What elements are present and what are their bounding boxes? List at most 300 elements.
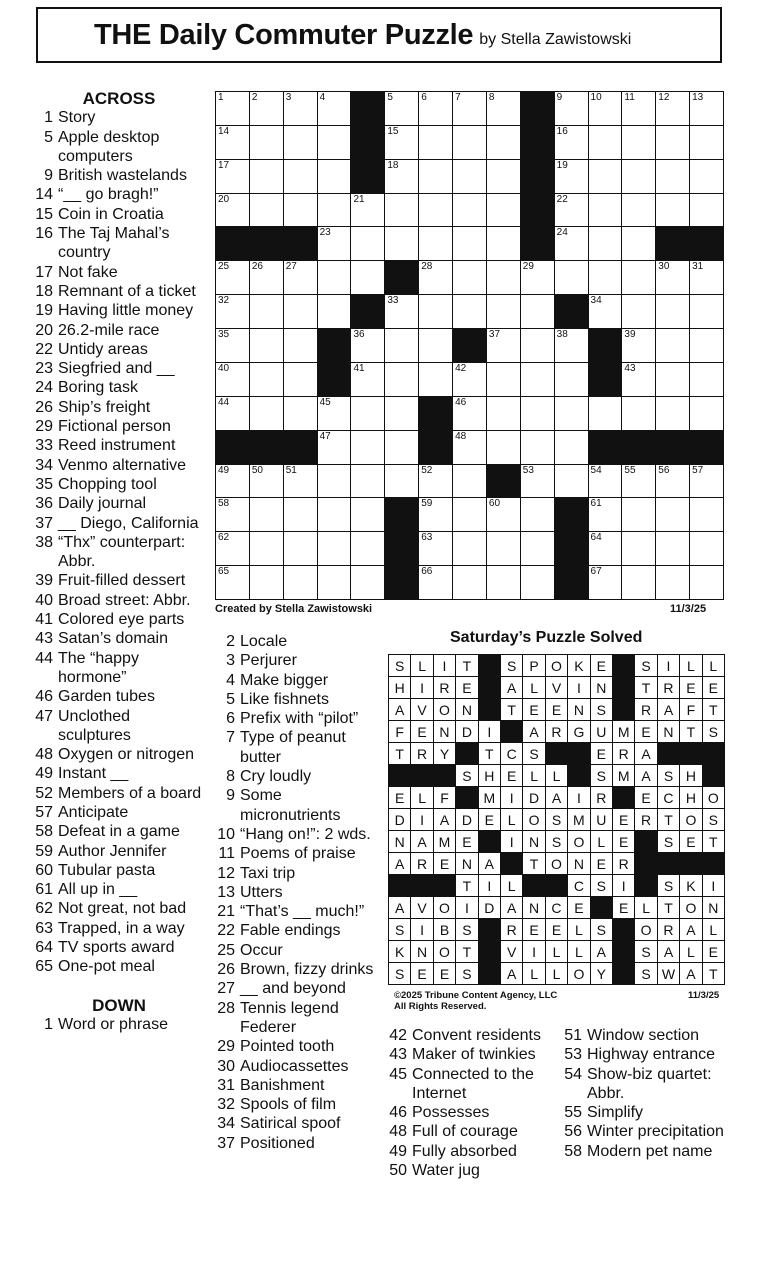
grid-cell[interactable] (350, 396, 385, 431)
clue-text: Fable endings (240, 922, 341, 940)
grid-cell[interactable] (283, 531, 318, 566)
grid-cell[interactable] (418, 159, 453, 194)
grid-cell[interactable] (554, 430, 589, 465)
solution-cell: I (500, 786, 523, 809)
grid-cell[interactable] (418, 565, 453, 600)
grid-cell[interactable] (486, 294, 521, 329)
grid-cell[interactable] (283, 497, 318, 532)
clue-item (386, 1065, 558, 1104)
solution-cell: A (433, 808, 456, 831)
grid-cell[interactable] (215, 362, 250, 397)
clue-text: Full of courage (412, 1123, 518, 1141)
solution-cell: L (545, 962, 568, 985)
grid-cell[interactable] (350, 328, 385, 363)
grid-cell[interactable] (486, 159, 521, 194)
grid-cell[interactable] (384, 125, 419, 160)
grid-cell[interactable] (655, 159, 690, 194)
grid-cell[interactable] (554, 125, 589, 160)
cell-number: 21 (353, 193, 365, 205)
grid-cell[interactable] (350, 565, 385, 600)
grid-cell[interactable] (588, 294, 623, 329)
grid-cell[interactable] (486, 91, 521, 126)
solution-cell: I (410, 918, 433, 941)
clue-text: “That’s __ much!” (240, 903, 365, 921)
solution-cell: E (433, 852, 456, 875)
grid-cell[interactable] (249, 396, 284, 431)
clue-number: 46 (35, 688, 53, 706)
solution-cell: T (500, 698, 523, 721)
grid-cell[interactable] (283, 260, 318, 295)
grid-cell[interactable] (689, 159, 724, 194)
cell-number: 63 (421, 532, 433, 544)
grid-cell[interactable] (621, 497, 656, 532)
solution-cell: O (433, 896, 456, 919)
grid-cell[interactable] (317, 226, 352, 261)
clue-text: Maker of twinkies (412, 1046, 536, 1064)
solution-cell: E (702, 676, 725, 699)
grid-cell[interactable] (249, 260, 284, 295)
solution-cell: E (702, 940, 725, 963)
cell-number: 8 (488, 92, 495, 103)
grid-cell[interactable] (215, 464, 250, 499)
grid-cell[interactable] (384, 362, 419, 397)
grid-cell[interactable] (317, 91, 352, 126)
clue-item (34, 1015, 204, 1034)
grid-cell[interactable] (655, 260, 690, 295)
grid-cell[interactable] (283, 159, 318, 194)
grid-cell[interactable] (486, 125, 521, 160)
solution-black-cell (478, 676, 501, 699)
solution-black-cell (388, 764, 411, 787)
grid-cell[interactable] (452, 294, 487, 329)
grid-cell[interactable] (689, 531, 724, 566)
grid-cell[interactable] (655, 396, 690, 431)
grid-cell[interactable] (689, 125, 724, 160)
grid-cell[interactable] (384, 396, 419, 431)
grid-cell[interactable] (689, 396, 724, 431)
solution-cell: D (478, 896, 501, 919)
solution-cell: I (522, 940, 545, 963)
grid-cell[interactable] (655, 464, 690, 499)
cell-number: 48 (455, 430, 467, 442)
grid-cell[interactable] (655, 193, 690, 228)
solution-cell: T (702, 962, 725, 985)
clue-text: Modern pet name (587, 1142, 713, 1160)
grid-cell[interactable] (249, 464, 284, 499)
grid-cell[interactable] (317, 193, 352, 228)
grid-cell[interactable] (215, 565, 250, 600)
grid-cell[interactable] (621, 193, 656, 228)
solution-cell: S (455, 918, 478, 941)
solution-cell: L (410, 786, 433, 809)
grid-cell[interactable] (689, 497, 724, 532)
clue-number: 10 (217, 825, 235, 843)
grid-cell[interactable] (418, 91, 453, 126)
solution-cell: E (590, 852, 613, 875)
grid-cell[interactable] (452, 396, 487, 431)
solution-black-cell (657, 852, 680, 875)
grid-cell[interactable] (588, 396, 623, 431)
clue-number: 52 (35, 784, 53, 802)
clue-item (386, 1026, 558, 1045)
cell-number: 42 (455, 362, 467, 374)
grid-cell[interactable] (621, 226, 656, 261)
grid-cell[interactable] (418, 362, 453, 397)
cell-number: 51 (285, 464, 297, 476)
grid-cell[interactable] (554, 91, 589, 126)
grid-cell[interactable] (520, 396, 555, 431)
grid-cell[interactable] (655, 294, 690, 329)
grid-cell[interactable] (486, 497, 521, 532)
grid-cell[interactable] (486, 396, 521, 431)
grid-cell[interactable] (520, 497, 555, 532)
grid-cell[interactable] (621, 125, 656, 160)
grid-cell[interactable] (621, 531, 656, 566)
solution-cell: I (612, 874, 635, 897)
cell-number: 49 (218, 464, 230, 476)
solution-cell: M (612, 764, 635, 787)
grid-cell[interactable] (452, 193, 487, 228)
solution-cell: A (388, 852, 411, 875)
grid-cell[interactable] (215, 328, 250, 363)
grid-cell[interactable] (452, 430, 487, 465)
grid-cell[interactable] (554, 396, 589, 431)
clue-number: 35 (35, 475, 53, 493)
grid-cell[interactable] (418, 226, 453, 261)
grid-cell[interactable] (689, 362, 724, 397)
grid-cell[interactable] (418, 294, 453, 329)
clue-text: Locale (240, 633, 288, 650)
grid-cell[interactable] (283, 362, 318, 397)
clue-text: Occur (240, 941, 283, 959)
solution-cell: O (634, 918, 657, 941)
grid-cell[interactable] (317, 531, 352, 566)
grid-cell[interactable] (621, 260, 656, 295)
clue-item (34, 687, 204, 706)
grid-cell[interactable] (350, 497, 385, 532)
grid-cell[interactable] (249, 125, 284, 160)
clue-item (34, 340, 204, 359)
grid-cell[interactable] (520, 565, 555, 600)
grid-cell[interactable] (689, 294, 724, 329)
solution-black-cell (657, 742, 680, 765)
grid-cell[interactable] (486, 328, 521, 363)
clue-item (34, 957, 204, 976)
clue-item (34, 707, 204, 746)
grid-cell[interactable] (384, 430, 419, 465)
grid-cell[interactable] (350, 430, 385, 465)
solution-cell: N (567, 852, 590, 875)
grid-cell[interactable] (418, 464, 453, 499)
grid-cell[interactable] (317, 464, 352, 499)
solution-cell: I (455, 896, 478, 919)
solution-cell: T (702, 698, 725, 721)
grid-cell[interactable] (384, 328, 419, 363)
solution-cell: E (522, 918, 545, 941)
grid-cell[interactable] (452, 497, 487, 532)
grid-cell[interactable] (689, 464, 724, 499)
grid-cell[interactable] (283, 396, 318, 431)
grid-cell[interactable] (215, 260, 250, 295)
down-clue-list-2 (214, 632, 384, 1153)
grid-cell[interactable] (588, 531, 623, 566)
grid-cell[interactable] (249, 159, 284, 194)
solution-cell: A (500, 962, 523, 985)
grid-cell[interactable] (215, 396, 250, 431)
grid-cell[interactable] (486, 565, 521, 600)
grid-cell[interactable] (249, 193, 284, 228)
grid-cell[interactable] (317, 260, 352, 295)
black-cell (588, 430, 623, 465)
grid-cell[interactable] (418, 328, 453, 363)
solution-copyright (394, 990, 557, 1012)
grid-cell[interactable] (520, 464, 555, 499)
clue-item (214, 960, 384, 979)
grid-cell[interactable] (452, 362, 487, 397)
grid-cell[interactable] (452, 91, 487, 126)
grid-cell[interactable] (621, 396, 656, 431)
grid-cell[interactable] (317, 396, 352, 431)
grid-cell[interactable] (418, 531, 453, 566)
grid-cell[interactable] (486, 531, 521, 566)
grid-cell[interactable] (350, 260, 385, 295)
crossword-grid (215, 91, 723, 599)
grid-cell[interactable] (215, 294, 250, 329)
solution-black-cell (410, 764, 433, 787)
grid-cell[interactable] (486, 193, 521, 228)
grid-cell[interactable] (283, 91, 318, 126)
grid-cell[interactable] (249, 294, 284, 329)
grid-cell[interactable] (588, 226, 623, 261)
grid-cell[interactable] (384, 193, 419, 228)
grid-cell[interactable] (317, 430, 352, 465)
grid-cell[interactable] (554, 464, 589, 499)
clue-item (562, 1142, 732, 1161)
solution-cell: N (388, 830, 411, 853)
clue-number: 61 (35, 881, 53, 899)
grid-cell[interactable] (384, 91, 419, 126)
clue-item (562, 1122, 732, 1141)
grid-cell[interactable] (588, 159, 623, 194)
clue-text: “Hang on!”: 2 wds. (240, 825, 371, 843)
clue-item (34, 301, 204, 320)
grid-cell[interactable] (384, 464, 419, 499)
grid-cell[interactable] (554, 362, 589, 397)
grid-cell[interactable] (588, 91, 623, 126)
solution-cell: N (455, 852, 478, 875)
clue-number: 43 (35, 630, 53, 648)
solution-cell: L (500, 874, 523, 897)
clue-number: 54 (564, 1065, 582, 1083)
solution-cell: L (522, 764, 545, 787)
grid-cell[interactable] (215, 91, 250, 126)
grid-cell[interactable] (621, 294, 656, 329)
grid-cell[interactable] (452, 226, 487, 261)
grid-cell[interactable] (588, 565, 623, 600)
clue-item (214, 690, 384, 709)
solution-cell: A (522, 720, 545, 743)
grid-cell[interactable] (384, 294, 419, 329)
grid-cell[interactable] (249, 565, 284, 600)
grid-cell[interactable] (655, 497, 690, 532)
clue-item (214, 671, 384, 690)
solution-black-cell (545, 874, 568, 897)
grid-cell[interactable] (520, 260, 555, 295)
grid-cell[interactable] (215, 193, 250, 228)
grid-cell[interactable] (520, 328, 555, 363)
grid-cell[interactable] (655, 91, 690, 126)
solution-cell: M (478, 786, 501, 809)
solution-cell: T (522, 852, 545, 875)
solution-black-cell (500, 720, 523, 743)
grid-cell[interactable] (452, 159, 487, 194)
grid-cell[interactable] (317, 294, 352, 329)
grid-cell[interactable] (689, 565, 724, 600)
solution-cell: D (388, 808, 411, 831)
grid-cell[interactable] (283, 565, 318, 600)
solution-cell: T (478, 742, 501, 765)
grid-cell[interactable] (486, 430, 521, 465)
grid-cell[interactable] (452, 464, 487, 499)
clue-number: 50 (389, 1162, 407, 1180)
cell-number: 53 (522, 464, 534, 476)
black-cell (554, 565, 589, 600)
grid-cell[interactable] (689, 328, 724, 363)
grid-cell[interactable] (621, 565, 656, 600)
grid-cell[interactable] (621, 464, 656, 499)
grid-cell[interactable] (486, 226, 521, 261)
grid-cell[interactable] (418, 125, 453, 160)
grid-cell[interactable] (655, 125, 690, 160)
grid-cell[interactable] (418, 497, 453, 532)
grid-cell[interactable] (452, 531, 487, 566)
grid-cell[interactable] (317, 125, 352, 160)
solution-cell: A (410, 830, 433, 853)
grid-cell[interactable] (689, 260, 724, 295)
clue-text: Make bigger (240, 671, 329, 689)
grid-cell[interactable] (554, 328, 589, 363)
solution-cell: N (702, 896, 725, 919)
solution-cell: E (522, 698, 545, 721)
grid-cell[interactable] (588, 497, 623, 532)
grid-cell[interactable] (215, 497, 250, 532)
clue-text: “Thx” counterpart: Abbr. (58, 533, 186, 571)
grid-cell[interactable] (486, 362, 521, 397)
grid-cell[interactable] (621, 91, 656, 126)
grid-cell[interactable] (621, 362, 656, 397)
grid-cell[interactable] (520, 294, 555, 329)
black-cell (350, 91, 385, 126)
clue-number: 18 (35, 282, 53, 300)
cell-number: 28 (421, 261, 433, 273)
grid-cell[interactable] (350, 193, 385, 228)
grid-cell[interactable] (689, 91, 724, 126)
solution-black-cell (702, 742, 725, 765)
grid-cell[interactable] (554, 159, 589, 194)
grid-cell[interactable] (655, 362, 690, 397)
clue-number: 12 (217, 864, 235, 882)
grid-cell[interactable] (215, 159, 250, 194)
clue-text: Satirical spoof (240, 1115, 341, 1133)
grid-cell[interactable] (249, 91, 284, 126)
grid-cell[interactable] (249, 531, 284, 566)
solution-cell: W (657, 962, 680, 985)
solution-cell: S (388, 918, 411, 941)
clue-number: 63 (35, 919, 53, 937)
grid-cell[interactable] (384, 159, 419, 194)
grid-cell[interactable] (554, 226, 589, 261)
grid-cell[interactable] (621, 328, 656, 363)
grid-cell[interactable] (520, 430, 555, 465)
grid-cell[interactable] (452, 125, 487, 160)
grid-cell[interactable] (384, 226, 419, 261)
grid-cell[interactable] (418, 260, 453, 295)
black-cell (486, 464, 521, 499)
grid-cell[interactable] (350, 362, 385, 397)
grid-cell[interactable] (655, 565, 690, 600)
grid-cell[interactable] (621, 159, 656, 194)
grid-cell[interactable] (588, 193, 623, 228)
grid-cell[interactable] (215, 125, 250, 160)
grid-cell[interactable] (520, 531, 555, 566)
grid-cell[interactable] (317, 159, 352, 194)
grid-cell[interactable] (350, 226, 385, 261)
grid-cell[interactable] (418, 193, 453, 228)
grid-cell[interactable] (249, 362, 284, 397)
grid-cell[interactable] (588, 260, 623, 295)
clue-item (34, 803, 204, 822)
grid-cell[interactable] (554, 260, 589, 295)
solution-cell: P (522, 654, 545, 677)
grid-cell[interactable] (249, 497, 284, 532)
clue-number: 45 (389, 1065, 407, 1083)
grid-cell[interactable] (655, 328, 690, 363)
grid-cell[interactable] (215, 531, 250, 566)
clue-item (214, 786, 384, 825)
solution-cell: Y (433, 742, 456, 765)
grid-cell[interactable] (554, 193, 589, 228)
clue-text: Ship’s freight (58, 398, 151, 416)
clue-item (34, 321, 204, 340)
grid-cell[interactable] (452, 260, 487, 295)
grid-cell[interactable] (520, 362, 555, 397)
grid-cell[interactable] (350, 464, 385, 499)
grid-cell[interactable] (283, 193, 318, 228)
grid-cell[interactable] (283, 125, 318, 160)
clue-item (34, 108, 204, 127)
grid-cell[interactable] (689, 193, 724, 228)
solution-black-cell (433, 874, 456, 897)
solution-date: 11/3/25 (688, 990, 720, 1001)
solution-black-cell (634, 874, 657, 897)
grid-cell[interactable] (588, 125, 623, 160)
grid-cell[interactable] (350, 531, 385, 566)
clue-text: Not fake (58, 263, 118, 281)
grid-cell[interactable] (588, 464, 623, 499)
grid-cell[interactable] (317, 497, 352, 532)
solution-cell: T (702, 830, 725, 853)
grid-cell[interactable] (283, 464, 318, 499)
grid-cell[interactable] (486, 260, 521, 295)
grid-cell[interactable] (283, 328, 318, 363)
grid-cell[interactable] (452, 565, 487, 600)
solution-cell: K (567, 654, 590, 677)
grid-cell[interactable] (317, 565, 352, 600)
grid-cell[interactable] (655, 531, 690, 566)
grid-cell[interactable] (283, 294, 318, 329)
grid-cell[interactable] (249, 328, 284, 363)
clue-item (34, 128, 204, 167)
